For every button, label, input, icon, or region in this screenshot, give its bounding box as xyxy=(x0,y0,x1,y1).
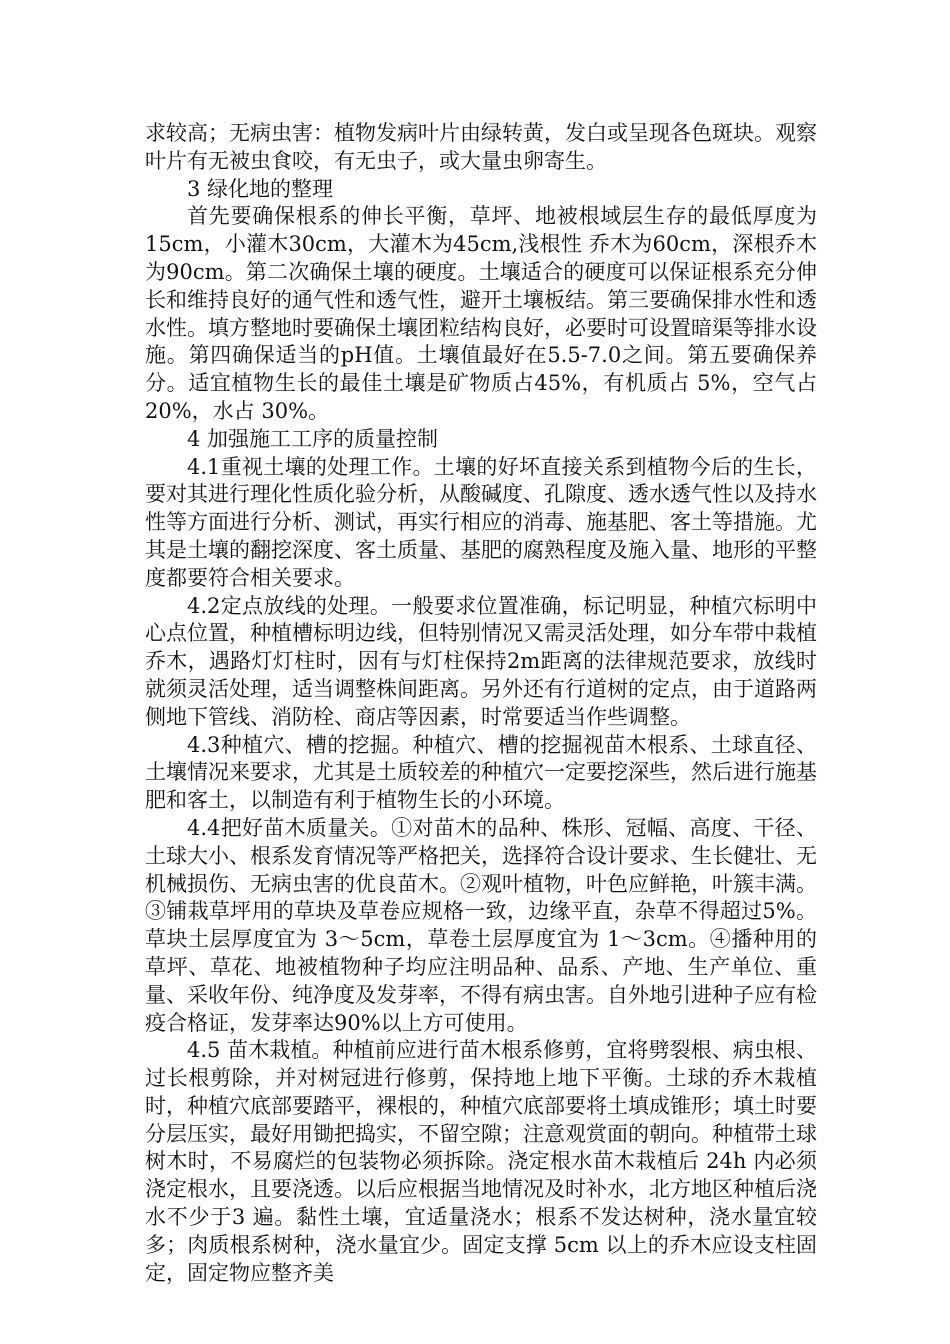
paragraph-4-5: 4.5 苗木栽植。种植前应进行苗木根系修剪，宜将劈裂根、病虫根、过长根剪除，并对树冠进行修剪，保持地上地下平衡。土球的乔木栽植时，种植穴底部要踏平，裸根的，种植穴底部要将土填成锥形；填土时要分层压实，最好用锄把捣实，不留空隙；注意观赏面的朝向。种植带土球树木时，不易腐烂的包装物必须拆除。浇定根水苗木栽植后 24h 内必须浇定根水，且要浇透。以后应根据当地情况及时补水，北方地区种植后浇水不少于3 遍。黏性土壤，宜适量浇水；根系不发达树种，浇水量宜较多；肉质根系树种，浇水量宜少。固定支撑 5cm 以上的乔木应设支柱固定，固定物应整齐美 xyxy=(145,1038,817,1285)
paragraph-4-2: 4.2定点放线的处理。一般要求位置准确，标记明显，种植穴标明中心点位置，种植槽标明边线，但特别情况又需灵活处理，如分车带中栽植乔木，遇路灯灯柱时，因有与灯柱保持2m距离的法律规范要求，放线时就须灵活处理，适当调整株间距离。另外还有行道树的定点，由于道路两侧地下管线、消防栓、商店等因素，时常要适当作些调整。 xyxy=(145,593,817,729)
paragraph-continuation: 求较高；无病虫害：植物发病叶片由绿转黄，发白或呈现各色斑块。观察叶片有无被虫食咬，有无虫子，或大量虫卵寄生。 xyxy=(145,121,817,173)
section-heading-4: 4 加强施工工序的质量控制 xyxy=(187,426,439,451)
document-page xyxy=(145,120,817,1287)
paragraph-4-3: 4.3种植穴、槽的挖掘。种植穴、槽的挖掘视苗木根系、土球直径、土壤情况来要求，尤其是土质较差的种植穴一定要挖深些，然后进行施基肥和客土，以制造有利于植物生长的小环境。 xyxy=(145,732,817,813)
section-heading-3: 3 绿化地的整理 xyxy=(187,176,334,201)
paragraph-4-4: 4.4把好苗木质量关。①对苗木的品种、株形、冠幅、高度、干径、土球大小、根系发育情况等严格把关，选择符合设计要求、生长健壮、无机械损伤、无病虫害的优良苗木。②观叶植物，叶色应鲜艳，叶簇丰满。③铺栽草坪用的草块及草卷应规格一致，边缘平直，杂草不得超过5%。草块土层厚度宜为 3～5cm，草卷土层厚度宜为 1～3cm。④播种用的草坪、草花、地被植物种子均应注明品种、品系、产地、生产单位、重量、采收年份、纯净度及发芽率，不得有病虫害。自外地引进种子应有检疫合格证，发芽率达90%以上方可使用。 xyxy=(145,815,817,1035)
paragraph-4-1: 4.1重视土壤的处理工作。土壤的好坏直接关系到植物今后的生长，要对其进行理化性质化验分析，从酸碱度、孔隙度、透水透气性以及持水性等方面进行分析、测试，再实行相应的消毒、施基肥、客土等措施。尤其是土壤的翻挖深度、客土质量、基肥的腐熟程度及施入量、地形的平整度都要符合相关要求。 xyxy=(145,454,817,590)
paragraph-body: 首先要确保根系的伸长平衡，草坪、地被根域层生存的最低厚度为15cm，小灌木30cm，大灌木为45cm,浅根性 乔木为60cm，深根乔木为90cm。第二次确保土壤的硬度。土壤适合的硬度可以保证根系充分伸长和维持良好的通气性和透气性，避开土壤板结。第三要确保排水性和透水性。填方整地时要确保土壤团粒结构良好，必要时可设置暗渠等排水设施。第四确保适当的pH值。土壤值最好在5.5-7.0之间。第五要确保养分。适宜植物生长的最佳土壤是矿物质占45%，有机质占 5%，空气占 20%，水占 30%。 xyxy=(145,204,817,423)
